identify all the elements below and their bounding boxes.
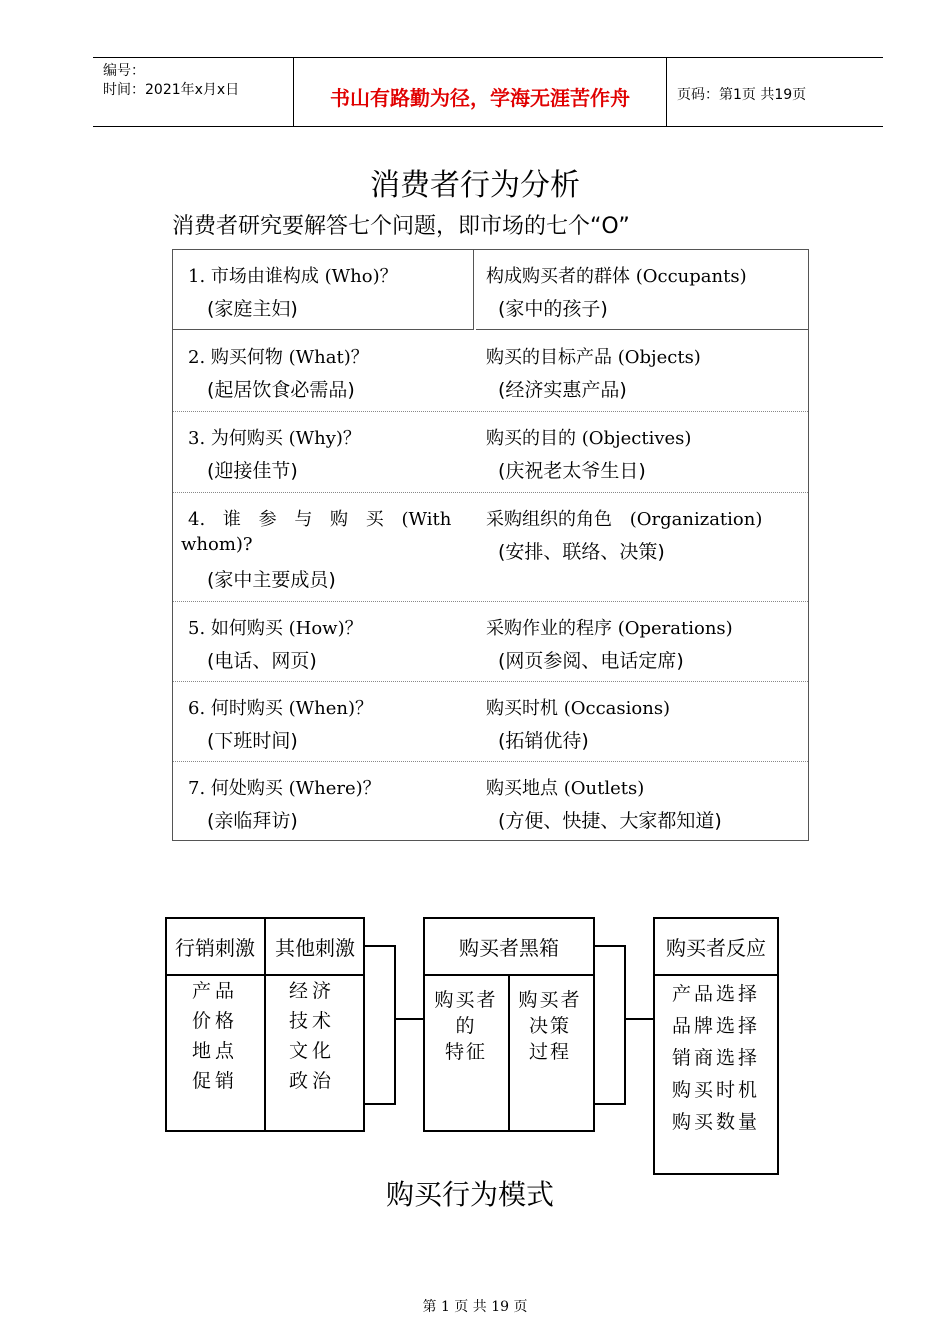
question-note: (下班时间) [207,730,298,752]
list-item: 的 [455,1015,477,1037]
o-cell [476,493,808,601]
connector-line [365,945,395,947]
o-cell [476,331,808,411]
connector-line [595,945,625,947]
o-note: (网页参阅、电话定席) [498,650,684,672]
black-box-label: 购买者黑箱 [459,936,559,960]
question-text: 1. 市场由谁构成 (Who)？ [188,266,398,287]
o-note: (家中的孩子) [498,298,608,320]
other-stimuli-label: 其他刺激 [275,936,355,960]
question-text: 7. 何处购买 (Where)？ [188,778,381,799]
list-item: 特征 [444,1041,487,1063]
table-row [173,331,808,412]
question-cell [173,602,473,681]
page-footer: 第 1 页 共 19 页 [422,1299,528,1315]
question-text: 3. 为何购买 (Why)？ [188,428,361,449]
question-text: 6. 何时购买 (When)？ [188,698,374,719]
question-cell [173,762,473,841]
connector-line [365,1103,395,1105]
table-row [173,762,808,841]
page-subtitle: 消费者研究要解答七个问题，即市场的七个“O” [172,214,630,239]
connector-line [624,945,626,1105]
seven-o-table [172,249,809,841]
number-label: 编号： [103,63,145,79]
question-note: (家庭主妇) [207,298,298,320]
table-row [173,412,808,493]
o-note: (庆祝老太爷生日) [498,460,646,482]
other-items [272,976,352,1096]
o-cell [476,602,808,681]
buyer-traits [428,987,504,1065]
connector-arrow-line [624,1018,654,1020]
o-note: (方便、快捷、大家都知道) [498,810,722,832]
list-item: 购买数量 [671,1111,760,1133]
list-item: 品牌选择 [671,1015,760,1037]
page-header [93,57,883,127]
o-text: 构成购买者的群体 (Occupants) [486,266,747,287]
time-label: 时间：2021年x月x日 [103,82,240,98]
o-cell [476,682,808,761]
diagram-caption: 购买行为模式 [385,1178,554,1211]
question-cell [173,412,473,492]
page-title: 消费者行为分析 [370,168,580,203]
header-page-cell [667,58,883,126]
buyer-decision-process [512,987,588,1065]
list-item: 过程 [528,1041,571,1063]
question-note: (家中主要成员) [207,569,336,591]
list-item: 销商选择 [671,1047,760,1069]
question-cell [173,493,473,601]
list-item: 技术 [288,1010,335,1032]
connector-line [394,945,396,1105]
list-item: 购买者 [434,989,498,1011]
o-text: 购买的目标产品 (Objects) [486,347,701,368]
question-cell [173,250,474,330]
list-item: 地点 [191,1040,238,1062]
list-item: 产品 [191,980,238,1002]
question-cell [173,331,473,411]
o-text: 采购组织的角色 (Organization) [486,509,763,530]
response-label: 购买者反应 [666,936,766,960]
list-item: 决策 [528,1015,571,1037]
list-item: 文化 [288,1040,335,1062]
table-row [173,493,808,602]
header-meta-cell [93,58,294,126]
question-text: 2. 购买何物 (What)？ [188,347,369,368]
o-note: (安排、联络、决策) [498,541,665,563]
table-row [173,682,808,762]
list-item: 产品选择 [671,983,760,1005]
marketing-stimuli-label: 行销刺激 [175,936,255,960]
connector-line [595,1103,625,1105]
question-note: (迎接佳节) [207,460,298,482]
motto: 书山有路勤为径，学海无涯苦作舟 [330,86,630,110]
list-item: 政治 [288,1070,335,1092]
response-header-line [653,974,779,976]
o-cell [476,250,808,330]
question-note: (亲临拜访) [207,810,298,832]
header-motto-cell [294,58,667,126]
question-text-continued: whom)? [181,534,253,555]
o-note: (拓销优待) [498,730,589,752]
o-cell [476,762,808,841]
connector-arrow-line [394,1018,424,1020]
o-text: 采购作业的程序 (Operations) [486,618,733,639]
question-text: 5. 如何购买 (How)？ [188,618,363,639]
question-text: 4. 谁 参 与 购 买 (With [188,509,452,530]
list-item: 价格 [191,1010,238,1032]
page-label: 页码：第1页 共19页 [677,87,807,103]
response-items [655,978,777,1138]
o-note: (经济实惠产品) [498,379,627,401]
question-cell [173,682,473,761]
question-note: (电话、网页) [207,650,317,672]
list-item: 购买时机 [671,1079,760,1101]
o-cell [476,412,808,492]
o-text: 购买时机 (Occasions) [486,698,671,719]
list-item: 购买者 [518,989,582,1011]
marketing-items [175,976,255,1096]
table-row [173,250,808,330]
list-item: 经济 [288,980,335,1002]
list-item: 促销 [191,1070,238,1092]
question-note: (起居饮食必需品) [207,379,355,401]
o-text: 购买地点 (Outlets) [486,778,645,799]
black-box-divider [508,974,510,1132]
o-text: 购买的目的 (Objectives) [486,428,692,449]
table-row [173,602,808,682]
